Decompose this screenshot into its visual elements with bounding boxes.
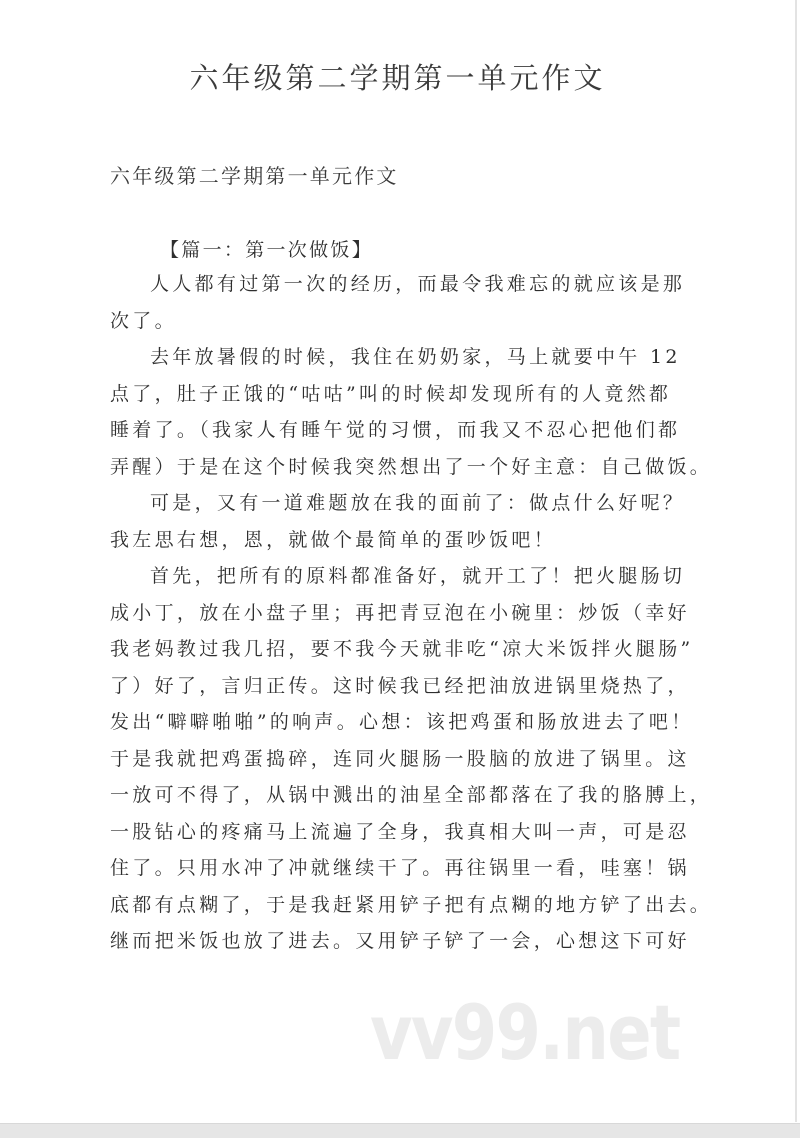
text-line: 一股钻心的疼痛马上流遍了全身，我真相大叫一声，可是忍 [110, 820, 690, 843]
text-line: 我老妈教过我几招，要不我今天就非吃“凉大米饭拌火腿肠” [110, 638, 694, 660]
text-line: 去年放暑假的时候，我住在奶奶家，马上就要中午 12 [150, 346, 681, 368]
document-title: 六年级第二学期第一单元作文 [189, 61, 606, 95]
text-line: 可是，又有一道难题放在我的面前了：做点什么好呢？ [150, 492, 686, 514]
text-line: 睡着了。（我家人有睡午觉的习惯，而我又不忍心把他们都 [110, 419, 681, 441]
text-line: 一放可不得了，从锅中溅出的油星全部都落在了我的胳膊上， [110, 784, 713, 806]
page-bottom-edge [0, 1123, 800, 1138]
text-line: 继而把米饭也放了进去。又用铲子铲了一会，心想这下可好 [110, 930, 690, 952]
essay-body [110, 266, 713, 960]
text-line: 次了。 [110, 309, 177, 332]
watermark: vv99.net [370, 988, 680, 1077]
text-line: 了）好了，言归正传。这时候我已经把油放进锅里烧热了， [110, 674, 690, 697]
section-heading: 【篇一：第一次做饭】 [160, 239, 374, 261]
document-subtitle: 六年级第二学期第一单元作文 [110, 164, 399, 188]
text-line: 住了。只用水冲了冲就继续干了。再往锅里一看，哇塞！锅 [110, 857, 690, 879]
text-line: 成小丁，放在小盘子里；再把青豆泡在小碗里：炒饭（幸好 [110, 601, 690, 624]
text-line: 发出“噼噼啪啪”的响声。心想：该把鸡蛋和肠放进去了吧！ [110, 711, 694, 733]
text-line: 于是我就把鸡蛋捣碎，连同火腿肠一股脑的放进了锅里。这 [110, 747, 690, 770]
text-line: 人人都有过第一次的经历，而最令我难忘的就应该是那 [150, 273, 686, 295]
text-line: 点了，肚子正饿的“咕咕”叫的时候却发现所有的人竟然都 [110, 382, 672, 405]
text-line: 首先，把所有的原料都准备好，就开工了！把火腿肠切 [150, 565, 686, 587]
text-line: 我左思右想，恩，就做个最简单的蛋吵饭吧！ [110, 528, 557, 551]
text-line: 底都有点糊了，于是我赶紧用铲子把有点糊的地方铲了出去。 [110, 893, 713, 916]
text-line: 弄醒）于是在这个时候我突然想出了一个好主意：自己做饭。 [110, 455, 713, 478]
